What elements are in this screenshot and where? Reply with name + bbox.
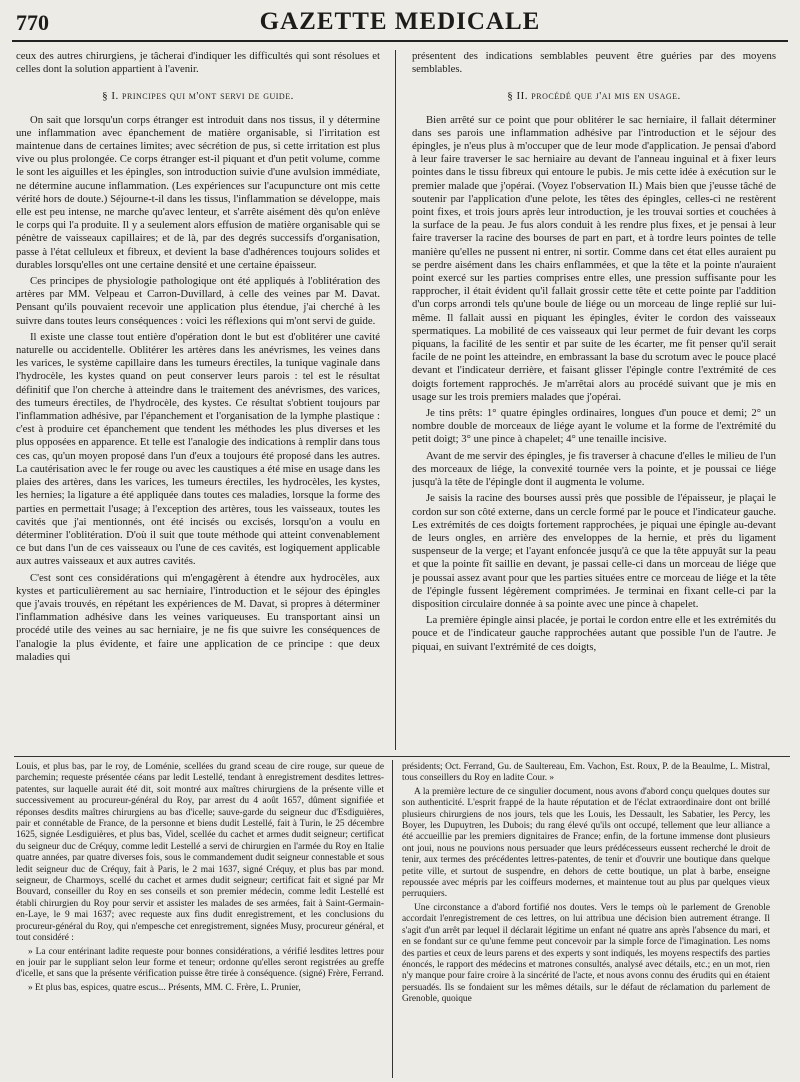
right-intro: présentent des indications semblables peuvent être guéries par des moyens semblables. [412, 50, 776, 76]
bottom-left-paragraph: » La cour entérinant ladite requeste pour bonnes considérations, a vérifié lesdites lettres pour en jouir par le suppliant selon leur forme et teneur; ordonne qu'elles seront registrées au greffe d'icelle, et sans que la présente vérification puisse être tirée à conséquence. (signé) Frère, Ferrand. [16, 946, 384, 980]
left-column [16, 50, 380, 750]
right-paragraph: La première épingle ainsi placée, je portai le cordon entre elle et les extrémités du pouce et de l'indicateur gauche rapprochées autant que possible l'un de l'autre. Je piquai, en suivant l'extrémité de ces doigts, [412, 614, 776, 653]
bottom-left-paragraph: » Et plus bas, espices, quatre escus... Présents, MM. C. Frère, L. Prunier, [28, 982, 301, 993]
left-intro: ceux des autres chirurgiens, je tâcherai d'indiquer les difficultés qui sont résolues et celles dont la solution appartient à l'avenir. [16, 50, 380, 76]
bottom-right-paragraph: A la première lecture de ce singulier document, nous avons d'abord conçu quelques doutes sur son authenticité. L'esprit frappé de la haute réputation et de l'éclat extraordinaire dont ont brillé plusieurs chirurgiens de nos jours, tels que les Louis, les Dessault, les Sabatier, les Percy, les Boyer, les Dupuytren, les Dubois; du rang élevé qu'ils ont occupé, tellement que leur alliance a été accueillie par les premiers dignitaires de France; enfin, de la fortune immense dont plusieurs ont joui, nous ne pouvions nous persuader que leurs prédécesseurs eussent recherché le droit de tenir, aux termes des précédentes lettres-patentes, de tenir et d'ouvrir une boutique dans quelque petite ville, et surtout de suspendre, en dehors de cette boutique, un plat à barbe, enseigne repoussée avec mépris par les coiffeurs modernes, et maintenue tout au plus par quelques vieux perruquiers. [402, 786, 770, 900]
column-divider [395, 50, 396, 750]
section-title-1: § I. principes qui m'ont servi de guide. [102, 90, 294, 103]
right-paragraph: Bien arrêté sur ce point que pour oblitérer le sac herniaire, il fallait déterminer dans ses parois une inflammation adhésive par l'introduction et le séjour des épingles, je n'eus plus à m'occuper que de leur mode d'application. Je pensai d'abord à leur faire traverser le sac herniaire au devant de l'anneau inguinal et à fixer leurs pointes dans le tissu fibreux qui entoure le pubis. Je mis cette idée à exécution sur le premier malade que j'opérai. (Voyez l'observation II.) Mais bien que j'eusse tâché de soutenir par l'application d'une pelote, les têtes des épingles, celles-ci ne restèrent point fixes, et trois jours après leur introduction, je les trouvai sorties et couchées à la surface de la peau. Je fus alors conduit à les rendre plus fixes, et je pensai à leur faire traverser la racine des bourses de part en part, et à tordre leurs pointes de telle manière qu'elles ne pussent ni entrer, ni sortir. Comme dans cet état elles auraient pu se perdre aisément dans les chairs enflammées, et que la tête et la pointe n'auraient point exercé sur les parties comprises entre elles, une pression suffisante pour les rapprocher, il était évident qu'il fallait grossir cette tête et cette pointe par l'addition d'un corps arrondi tels qu'une boule de liége ou un morceau de linge replié sur lui-même. Il fallait aussi en piquant les épingles, éviter le cordon des vaisseaux spermatiques. La mobilité de ces vaisseaux qui leur permet de fuir devant les corps piquans, la facilité de les sentir et par suite de les écarter, me fit penser qu'il serait facile de ne point les atteindre, en embrassant la base du scrotum avec le pouce placé devant et l'indicateur derrière, et faisant glisser l'épingle contre l'extrémité de ces doigts fortement rapprochés. Je m'arrêtai alors au procédé suivant que je mis en usage sur les trois premiers malades que j'opérai. [412, 113, 776, 403]
right-column [412, 50, 776, 750]
right-paragraph: Je saisis la racine des bourses aussi près que possible de l'épaisseur, je plaçai le cordon sur son côté externe, dans un cercle formé par le pouce et l'indicateur gauche. Les extrémités de ces doigts fortement rapprochées, je piquai une épingle au-devant de leurs ongles, en arrière des enveloppes de la hernie, et près du ligament suspenseur de la verge; et l'ayant enfoncée jusqu'à ce que la tête appuyât sur la peau et que la pointe fît saillie en devant, je passai celle-ci dans un morceau de liége que je poussai assez avant pour que les parties situées entre ce morceau de liége et la tête de l'épingle fussent légèrement comprimées. Je terminai en fixant celle-ci par la disposition circulaire donnée à sa pointe avec une pince à chapelet. [412, 492, 776, 610]
bottom-right-paragraph: Une circonstance a d'abord fortifié nos doutes. Vers le temps où le parlement de Grenoble accordait l'enregistrement de ces lettres, on lui attribua une décision bien autrement étrange. Il s'agit d'un arrêt par lequel il déclarait légitime un enfant né quatre ans après l'absence du mari, et en se fondant sur ce qu'une femme peut concevoir par la simple force de l'imagination. Les noms des parties et ceux de leurs parens et des experts y sont indiqués, les moyens respectifs des parties énoncés, le rapport des médecins et matrones consultés, analysé avec détails, etc.; en un mot, rien n'y manque pour faire croire à la sincérité de l'acte, et nous avons connu des érudits qui en étaient persuadés. Ils se fondaient sur les mêmes détails, sur le défaut de réclamation du parlement de Grenoble, quoique [402, 902, 770, 1005]
bottom-right-column [402, 762, 770, 1080]
left-paragraph: C'est sont ces considérations qui m'engagèrent à étendre aux hydrocèles, aux kystes et particulièrement au sac herniaire, l'introduction et le séjour des épingles que j'avais trouvés, en répétant les expériences de M. Davat, si propres à déterminer l'inflammation adhésive dans les veines variqueuses. Eu transportant ainsi un procédé utile des veines au sac herniaire, je ne fis que suivre les conséquences de l'analogie la plus évidente, et faire une application de ce principe : que deux maladies qui [16, 571, 380, 663]
section-divider [14, 756, 790, 757]
left-paragraph: Ces principes de physiologie pathologique ont été appliqués à l'oblitération des artères par MM. Velpeau et Carron-Duvillard, à celle des veines par M. Davat. Pensant qu'ils pouvaient recevoir une application plus étendue, j'ai cherché à les suivre dans toutes leurs conséquences : voici les réflexions qui m'ont servi de guide. [16, 275, 380, 327]
bottom-right-paragraph: présidents; Oct. Ferrand, Gu. de Saultereau, Em. Vachon, Est. Roux, P. de la Beaulme, L. Mistral, tous conseillers du Roy en ladite Cour. » [402, 762, 770, 784]
section-title-2: § II. procédé que j'ai mis en usage. [507, 90, 681, 103]
left-paragraph: Il existe une classe tout entière d'opération dont le but est d'oblitérer une cavité naturelle ou accidentelle. Oblitérer les artères dans les anévrismes, les veines dans les varices, le système capillaire dans les tumeurs érectiles, la tunique vaginale dans l'hydrocèle, les kystes quand on peut conserver leurs parois : tel est le résultat définitif que l'on cherche à atteindre dans le traitement des anévrismes, des varices, des tumeurs érectiles, de l'hydrocèle, des kystes. Ce résultat s'obtient toujours par l'inflammation adhésive, par l'épanchement et l'organisation de la lymphe plastique : c'est à produire cet épanchement que tendent les méthodes les plus diverses et les plus opposées en apparence. Et telle est l'analogie des indications à remplir dans tous ces cas, qu'un moyen proposé dans l'un d'eux a toujours été proposé dans les autres. La cautérisation avec le fer rouge ou avec les caustiques a été mise en usage dans les plaies des artères, dans les varices, les tumeurs érectiles, les hydrocèles, les kystes, les hernies; la ligature a été appliquée dans toutes ces maladies, lorsque la forme des parties en permettait l'usage; à l'exception des artères, tous les vaisseaux, toutes les cavités que j'ai mentionnés, ont été incisés ou excisés, lorsqu'on a voulu en déterminer l'oblitération. D'où il suit que toute méthode qui atteint convenablement ce but dans l'un de ces vaisseaux ou l'une de ces cavités, est logiquement applicable aux autres vaisseaux et aux autres cavités. [16, 330, 380, 568]
left-paragraph: On sait que lorsqu'un corps étranger est introduit dans nos tissus, il y détermine une inflammation avec épanchement de matière organisable, si l'irritation est maintenue dans de certaines limites; avec sécrétion de pus, si cette irritation est plus vive ou plus prolongée. Ce corps étranger est-il piquant et d'un petit volume, comme le sont les aiguilles et les épingles, son introduction suivie d'une avulsion immédiate, ne détermine aucune inflammation. (Les expériences sur l'acupuncture ont mis cette vérité hors de doute.) Séjourne-t-il dans les tissus, l'inflammation se développe, mais elle est peu intense, ne marche qu'avec lenteur, et s'arrête aisément dès qu'on enlève le corps qui l'a produite. Il y a seulement alors effusion de matière organisable qui se pénètre de vaisseaux capillaires; et de là, par des degrés successifs d'organisation, passe à l'état celluleux et fibreux, et devient la base d'adhérences toujours solides et durables lorsqu'elles ont une certaine densité et une certaine épaisseur. [16, 113, 380, 271]
page-number: 770 [16, 10, 49, 35]
right-paragraph: Je tins prêts: 1° quatre épingles ordinaires, longues d'un pouce et demi; 2° un nombre double de morceaux de liége ayant le volume et la forme de l'extrémité du petit doigt; 3° une pince à chapelet; 4° une tenaille incisive. [412, 407, 776, 446]
page-header [12, 6, 788, 42]
right-paragraph: Avant de me servir des épingles, je fis traverser à chacune d'elles le milieu de l'un des morceaux de liége, la convexité tournée vers la pointe, et je poussai ce liége jusqu'à la tête de l'épingle dont il augmenta le volume. [412, 449, 776, 489]
page-title: GAZETTE MEDICALE [259, 8, 541, 35]
bottom-column-divider [392, 760, 393, 1078]
bottom-left-column [16, 762, 384, 1080]
bottom-left-paragraph: Louis, et plus bas, par le roy, de Loménie, scellées du grand sceau de cire rouge, sur queue de parchemin; requeste présentée céans par ledit Lestellé, tendant à enregistrement desdites lettres-patentes, sur laquelle aurait été dit, soit montré aux maîtres chirurgiens de la présente ville et successivement au procureur-général du Roy, par arrest du 4 août 1657, dûment signifiée et réponses desdits maîtres chirurgiens au bas d'icelle; sauve-garde du seigneur duc d'Esdiguières, pair et connétable de France, de la personne et biens dudit Lestellé, fait à Turin, le 25 décembre 1625, signée Lesdiguières, et plus bas, Videl, scellée du cachet et armes dudit seigneur; certificat du seigneur duc de Créquy, comme ledit Lestellé a servi de chirurgien en l'armée du Roy en Italie quatre années, par quatre diverses fois, sous le commandement dudit seigneur connestable et sous ledit seigneur duc de Créquy, fait à Paris, le 2 mai 1637, signé Créquy, et plus bas par mond. seigneur, de Charmoys, scellé du cachet et armes dudit seigneur; certificat fait et signé par Mr Bouvard, conseiller du Roy en ses conseils et son premier médecin, comme ledit Lestellé est établi chirurgien du Roy pour servir et assister les malades de ses armées, fait à Saint-Germain-en-Laye, le 9 mai 1637; avec requeste aux fins dudit enregistrement, et les conclusions du procureur-général du Roy, qui n'empesche cet enregistrement, signées Musy, procureur général, et tout considéré : [16, 762, 384, 944]
